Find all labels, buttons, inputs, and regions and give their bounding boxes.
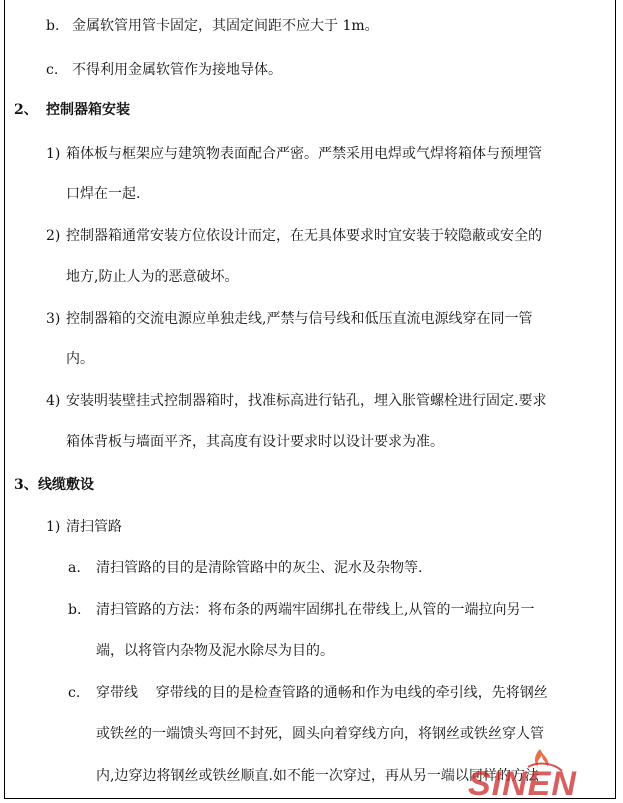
watermark-text: SINEN xyxy=(468,765,577,801)
list-item-2-4-cont xyxy=(66,433,444,451)
list-marker: 4) xyxy=(46,393,61,409)
list-item-b-top xyxy=(46,17,379,35)
list-text: 口焊在一起. xyxy=(66,186,141,202)
list-text: 清扫管路的目的是清除管路中的灰尘、泥水及杂物等. xyxy=(96,560,423,576)
section-heading-2 xyxy=(14,101,130,119)
list-text: 箱体板与框架应与建筑物表面配合严密。严禁采用电焊或气焊将箱体与预埋管 xyxy=(66,146,542,162)
list-text: 清扫管路的方法：将布条的两端牢固绑扎在带线上,从管的一端拉向另一 xyxy=(96,602,535,618)
list-item-2-2-cont xyxy=(66,268,238,286)
sub-item-3-1 xyxy=(46,518,122,536)
list-item-c-top xyxy=(46,61,282,79)
list-marker: b. xyxy=(68,602,82,618)
section-number: 3、 xyxy=(14,477,38,493)
list-item-3-1-a xyxy=(68,559,422,577)
list-marker: b. xyxy=(46,18,60,34)
section-number: 2、 xyxy=(14,102,38,118)
list-text: 穿带线 穿带线的目的是检查管路的通畅和作为电线的牵引线，先将钢丝 xyxy=(96,685,548,701)
list-text: 地方,防止人为的恶意破坏。 xyxy=(66,269,239,285)
list-marker: 2) xyxy=(46,228,61,244)
list-item-3-1-c-cont-1 xyxy=(96,725,544,743)
list-text: 安装明装壁挂式控制器箱时，找准标高进行钻孔，埋入胀管螺栓进行固定.要求 xyxy=(66,393,547,409)
list-item-3-1-b xyxy=(68,601,534,619)
section-title: 线缆敷设 xyxy=(38,477,94,493)
list-text: 内,边穿边将钢丝或铁丝顺直.如不能一次穿过，再从另一端以同样的方法 xyxy=(96,768,539,784)
list-marker: c. xyxy=(46,62,59,78)
list-item-2-3-cont xyxy=(66,350,94,368)
list-item-3-1-c xyxy=(68,684,548,702)
list-marker: a. xyxy=(68,560,81,576)
list-item-2-2 xyxy=(46,227,542,245)
list-marker: c. xyxy=(68,685,81,701)
list-text: 清扫管路 xyxy=(66,519,122,535)
list-text: 控制器箱通常安装方位依设计而定，在无具体要求时宜安装于较隐蔽或安全的 xyxy=(66,228,542,244)
list-item-2-4 xyxy=(46,392,546,410)
list-marker: 1) xyxy=(46,146,61,162)
section-heading-3 xyxy=(14,476,94,494)
watermark-svg xyxy=(458,745,618,801)
list-item-2-3 xyxy=(46,310,532,328)
list-text: 金属软管用管卡固定，其固定间距不应大于 1m。 xyxy=(72,18,379,34)
list-text: 端，以将管内杂物及泥水除尽为目的。 xyxy=(96,643,334,659)
list-text: 控制器箱的交流电源应单独走线,严禁与信号线和低压直流电源线穿在同一管 xyxy=(66,311,533,327)
list-text: 箱体背板与墙面平齐，其高度有设计要求时以设计要求为准。 xyxy=(66,434,444,450)
list-text: 内。 xyxy=(66,351,94,367)
list-text: 或铁丝的一端馈头弯回不封死，圆头向着穿线方向，将钢丝或铁丝穿人管 xyxy=(96,726,544,742)
list-item-2-1 xyxy=(46,145,542,163)
list-marker: 1) xyxy=(46,519,61,535)
list-item-3-1-b-cont xyxy=(96,642,334,660)
list-item-2-1-cont xyxy=(66,185,140,203)
list-marker: 3) xyxy=(46,311,61,327)
section-title: 控制器箱安装 xyxy=(46,102,130,118)
watermark-logo xyxy=(458,745,618,801)
list-text: 不得利用金属软管作为接地导体。 xyxy=(72,62,282,78)
